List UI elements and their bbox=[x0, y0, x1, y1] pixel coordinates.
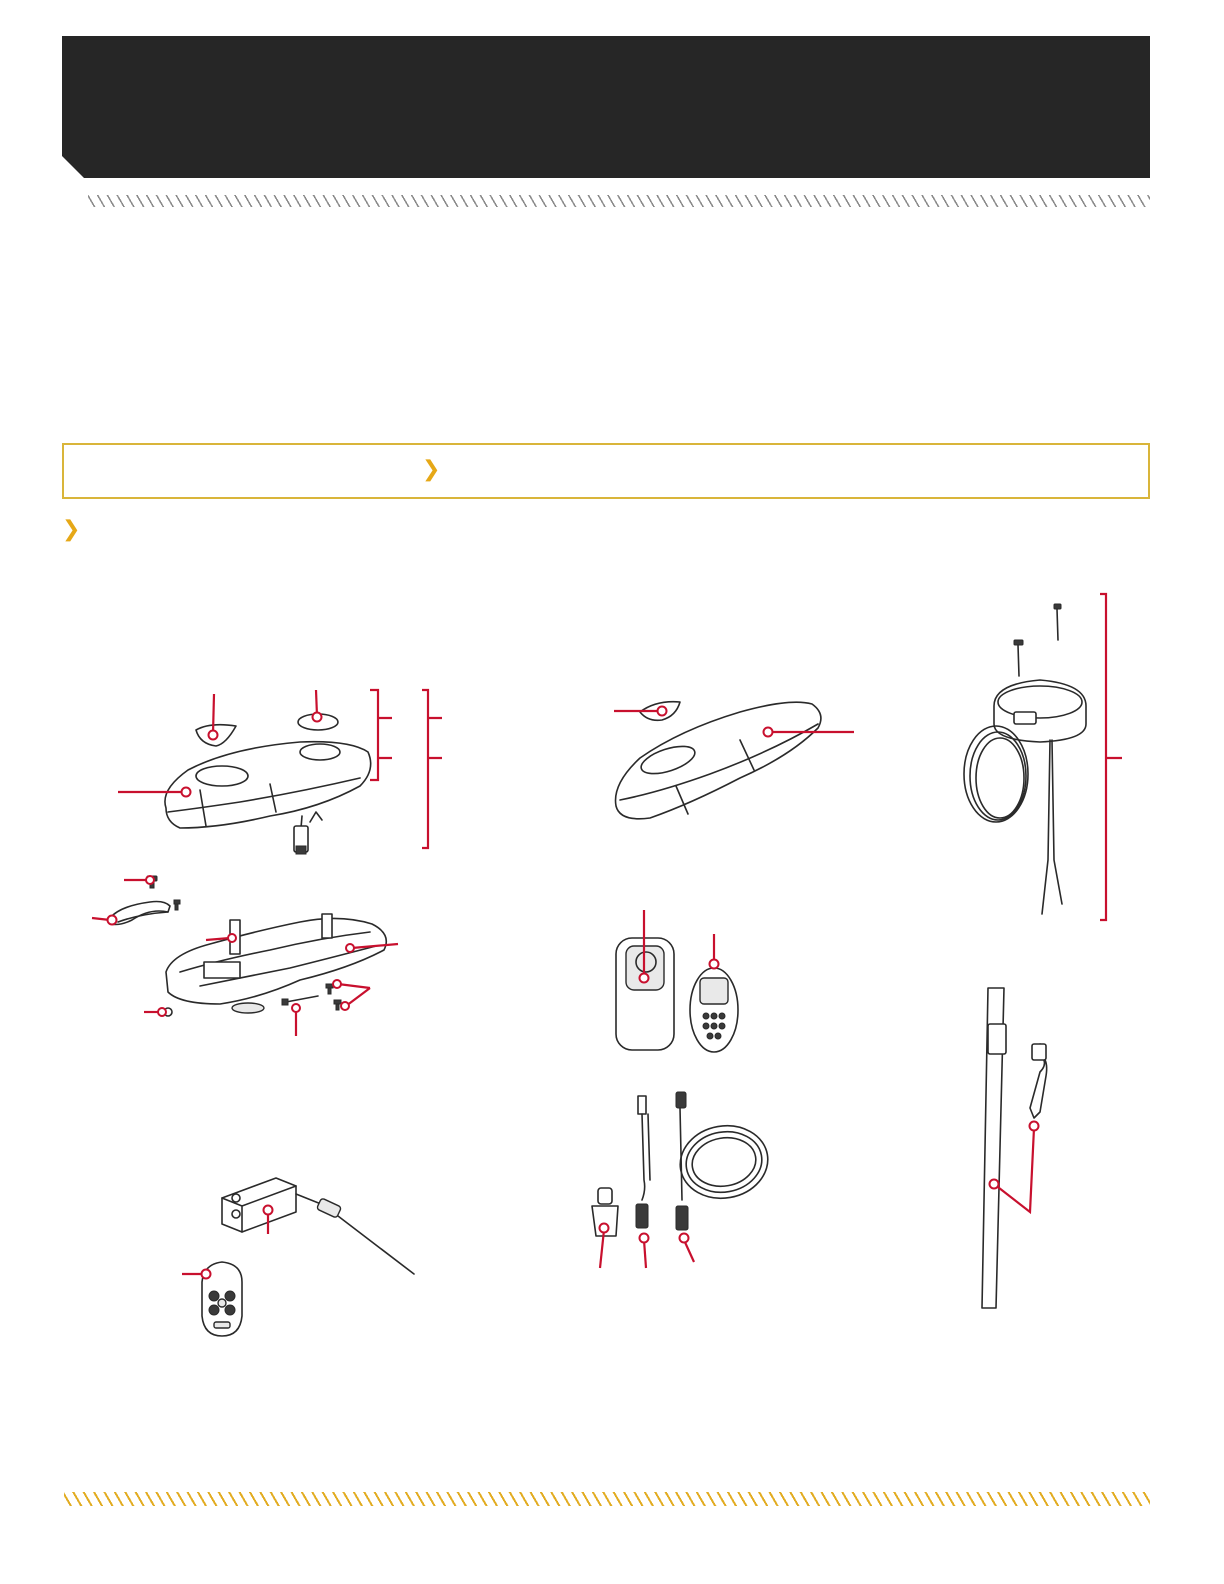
remote-icon bbox=[616, 938, 738, 1052]
lanyard-icon bbox=[982, 988, 1047, 1308]
cable-icon bbox=[592, 1092, 774, 1236]
motor-head-icon bbox=[165, 714, 371, 854]
base-parts-icon bbox=[110, 876, 386, 1016]
module-icon bbox=[222, 1178, 414, 1274]
chevron-right-icon: ❯ bbox=[62, 517, 81, 542]
cover-icon bbox=[616, 702, 821, 819]
chevron-right-icon: ❯ bbox=[422, 457, 441, 482]
footer-divider-hatch bbox=[64, 1492, 1150, 1506]
compass-icon bbox=[964, 604, 1086, 914]
